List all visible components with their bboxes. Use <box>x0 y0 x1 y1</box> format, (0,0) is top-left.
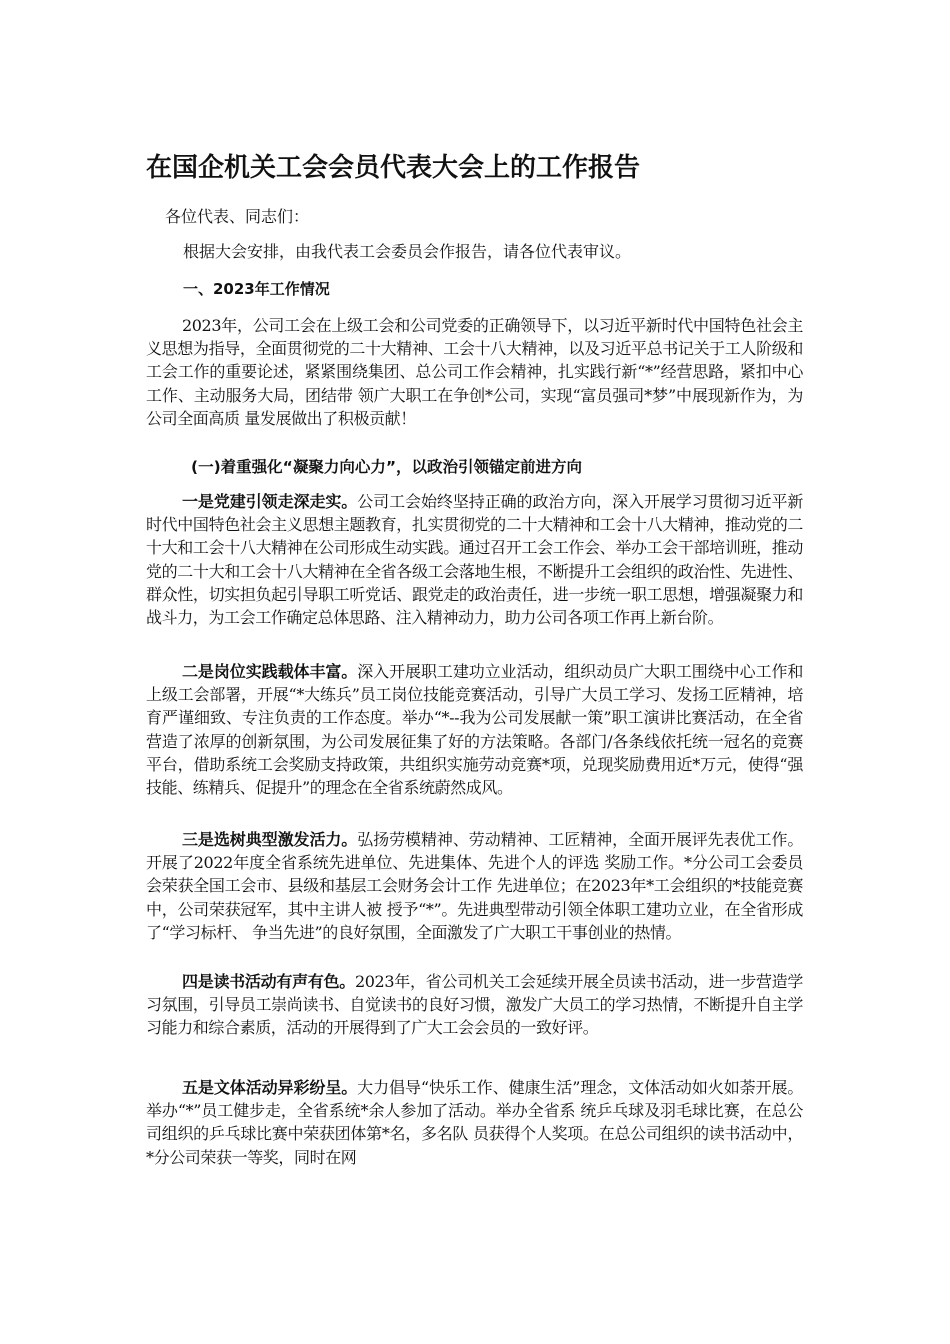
item-paragraph-5 <box>146 1076 803 1169</box>
intro-paragraph: 根据大会安排，由我代表工会委员会作报告，请各位代表审议。 <box>183 242 632 261</box>
subsection-heading-1: (一)着重强化“凝聚力向心力”，以政治引领锚定前进方向 <box>191 458 583 476</box>
item-lead-1: 一是党建引领走深走实。 <box>182 492 358 511</box>
section-1-paragraph: 2023年，公司工会在上级工会和公司党委的正确领导下，以习近平新时代中国特色社会主义思想为指导，全面贯彻党的二十大精神、工会十八大精神，以及习近平总书记关于工人阶级和工会工作的重要论述，紧紧围绕集团、总公司工作会精神，扎实践行新“*”经营思路，紧扣中心工作、主动服务大局，团结带 领广大职工在争创*公司，实现“富员强司*梦”中展现新作为，为公司全面高质 量发展做出了积极贡献！ <box>146 316 803 428</box>
item-paragraph-1 <box>146 490 803 629</box>
item-body-1: 公司工会始终坚持正确的政治方向，深入开展学习贯彻习近平新时代中国特色社会主义思想主题教育，扎实贯彻党的二十大精神和工会十八大精神，推动党的二十大和工会十八大精神在公司形成生动实践。通过召开工会工作会、举办工会干部培训班，推动党的二十大和工会十八大精神在全省各级工会落地生根，不断提升工会组织的政治性、先进性、群众性，切实担负起引导职工听党话、跟党走的政治责任，进一步统一职工思想，增强凝聚力和战斗力，为工会工作确定总体思路、注入精神动力，助力公司各项工作再上新台阶。 <box>146 492 803 628</box>
item-lead-3: 三是选树典型激发活力。 <box>182 830 358 849</box>
salutation: 各位代表、同志们： <box>165 207 310 226</box>
section-heading-1: 一、2023年工作情况 <box>183 280 330 298</box>
item-paragraph-3 <box>146 828 803 944</box>
item-lead-2: 二是岗位实践载体丰富。 <box>182 662 358 681</box>
item-body-3: 弘扬劳模精神、劳动精神、工匠精神，全面开展评先表优工作。开展了2022年度全省系统先进单位、先进集体、先进个人的评选 奖励工作。*分公司工会委员会荣获全国工会市、县级和基层工会财务会计工作 先进单位；在2023年*工会组织的*技能竞赛中，公司荣获冠军，其中主讲人被 授予“*”。先进典型带动引领全体职工建功立业，在全省形成了“学习标杆、 争当先进”的良好氛围，全面激发了广大职工干事创业的热情。 <box>146 830 803 942</box>
item-body-4: 2023年，省公司机关工会延续开展全员读书活动，进一步营造学习氛围，引导员工崇尚读书、自觉读书的良好习惯，激发广大员工的学习热情，不断提升自主学习能力和综合素质，活动的开展得到了广大工会会员的一致好评。 <box>146 972 803 1038</box>
item-lead-5: 五是文体活动异彩纷呈。 <box>182 1078 358 1097</box>
item-paragraph-4 <box>146 970 803 1040</box>
document-title: 在国企机关工会会员代表大会上的工作报告 <box>146 153 641 183</box>
item-body-5: 大力倡导“快乐工作、健康生活”理念，文体活动如火如荼开展。举办“*”员工健步走，全省系统*余人参加了活动。举办全省系 统乒乓球及羽毛球比赛，在总公司组织的乒乓球比赛中荣获团体第*名，多名队 员获得个人奖项。在总公司组织的读书活动中，*分公司荣获一等奖，同时在网 <box>146 1078 803 1167</box>
item-paragraph-2 <box>146 660 803 799</box>
item-body-2: 深入开展职工建功立业活动，组织动员广大职工围绕中心工作和上级工会部署，开展“*大练兵”员工岗位技能竞赛活动，引导广大员工学习、发扬工匠精神，培育严谨细致、专注负责的工作态度。举办“*--我为公司发展献一策”职工演讲比赛活动，在全省营造了浓厚的创新氛围，为公司发展征集了好的方法策略。各部门/各条线依托统一冠名的竞赛平台，借助系统工会奖励支持政策，共组织实施劳动竞赛*项，兑现奖励费用近*万元，使得“强 技能、练精兵、促提升”的理念在全省系统蔚然成风。 <box>146 662 803 798</box>
item-lead-4: 四是读书活动有声有色。 <box>182 972 355 991</box>
